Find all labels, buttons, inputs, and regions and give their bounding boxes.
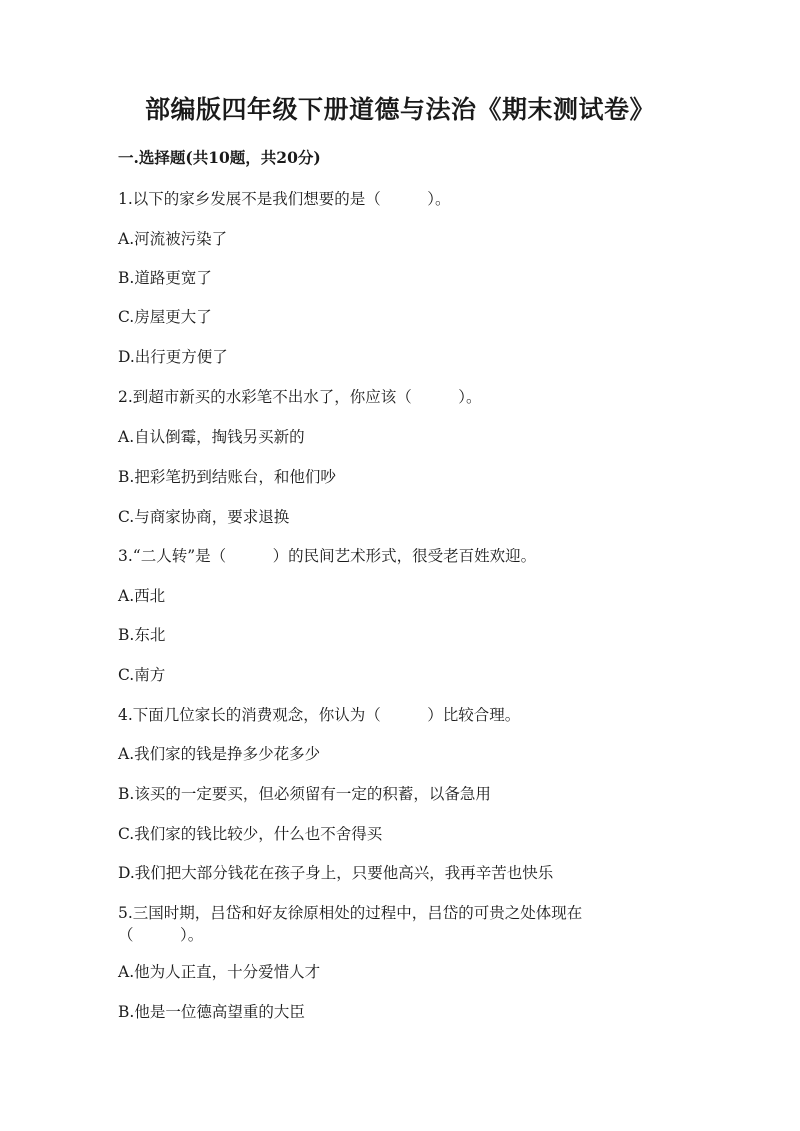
question-1-option-d: D.出行更方便了 [118,348,228,366]
question-2-option-c: C.与商家协商，要求退换 [118,508,290,526]
question-5-option-a: A.他为人正直，十分爱惜人才 [118,963,321,981]
question-4-option-a: A.我们家的钱是挣多少花多少 [118,745,321,763]
question-2-option-a: A.自认倒霉，掏钱另买新的 [118,428,305,446]
question-3-option-a: A.西北 [118,587,166,605]
question-2-option-b: B.把彩笔扔到结账台，和他们吵 [118,468,336,486]
question-1-option-b: B.道路更宽了 [118,269,212,287]
document-title: 部编版四年级下册道德与法治《期末测试卷》 [144,95,655,124]
question-3-option-c: C.南方 [118,666,166,684]
section-header: 一.选择题(共10题，共20分) [118,148,321,167]
question-4-stem: 4.下面几位家长的消费观念，你认为（ ）比较合理。 [118,706,521,724]
question-4-option-d: D.我们把大部分钱花在孩子身上，只要他高兴，我再辛苦也快乐 [118,864,554,882]
question-3-option-b: B.东北 [118,626,166,644]
question-4-option-b: B.该买的一定要买，但必须留有一定的积蓄，以备急用 [118,785,491,803]
question-1-option-a: A.河流被污染了 [118,230,228,248]
question-5-stem: 5.三国时期，吕岱和好友徐原相处的过程中，吕岱的可贵之处体现在（ ）。 [118,904,583,944]
question-5-option-b: B.他是一位德高望重的大臣 [118,1003,305,1021]
question-4-option-c: C.我们家的钱比较少，什么也不舍得买 [118,825,383,843]
question-1-option-c: C.房屋更大了 [118,308,212,326]
question-2-stem: 2.到超市新买的水彩笔不出水了，你应该（ ）。 [118,388,482,406]
question-1-stem: 1.以下的家乡发展不是我们想要的是（ ）。 [118,190,451,208]
question-3-stem: 3.“二人转”是（ ）的民间艺术形式，很受老百姓欢迎。 [118,547,537,565]
